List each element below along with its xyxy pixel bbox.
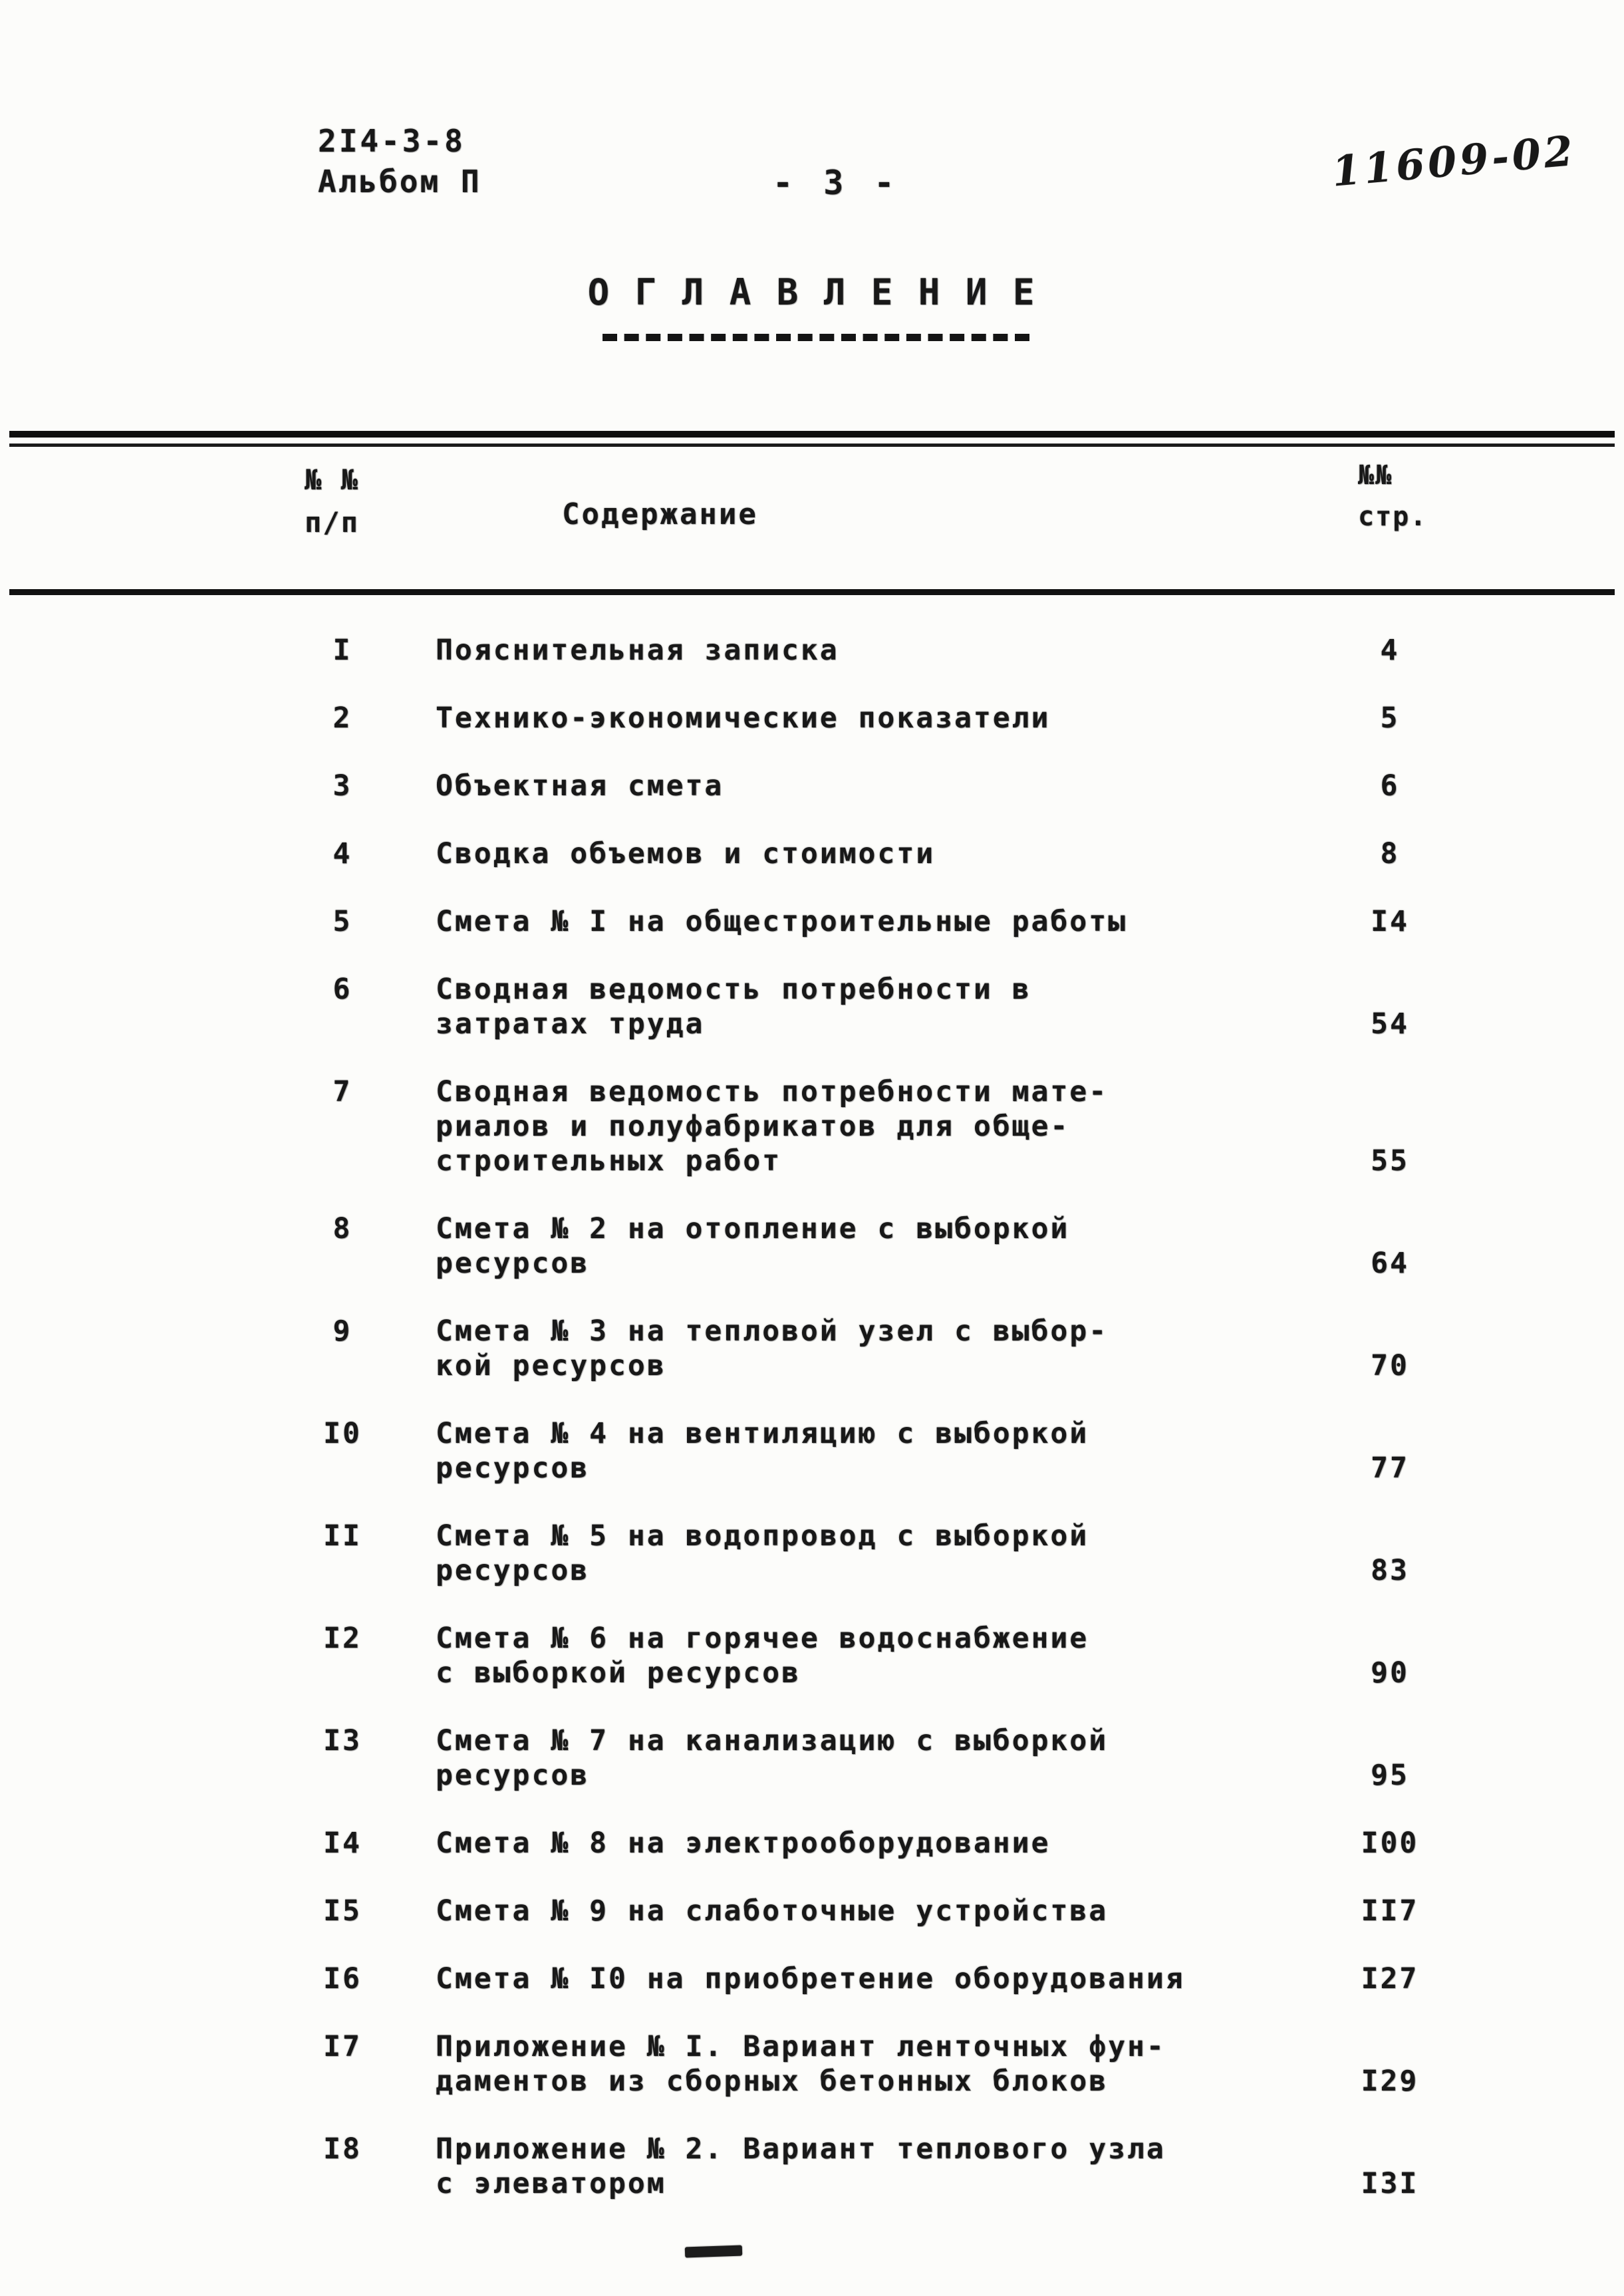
row-page: 83: [1371, 1554, 1409, 1587]
toc-row: [0, 1894, 1624, 1928]
toc-row: [0, 972, 1624, 1041]
row-title-line: Смета № 7 на канализацию с выборкой: [436, 1724, 1109, 1757]
toc-row: [0, 1621, 1624, 1690]
toc-row: [0, 769, 1624, 803]
row-title: [436, 633, 1313, 668]
row-number: I4: [323, 1827, 362, 1860]
row-title: [436, 1075, 1313, 1178]
row-number: 8: [333, 1212, 352, 1245]
row-title-line: Объектная смета: [436, 769, 724, 803]
row-number: I3: [323, 1724, 362, 1757]
column-header-num-line1: № №: [305, 463, 359, 496]
row-title: [436, 2132, 1313, 2201]
row-number: 3: [333, 769, 352, 803]
toc-row: [0, 2132, 1624, 2201]
row-number: 5: [333, 905, 352, 938]
row-title-line: Смета № 3 на тепловой узел с выбор-: [436, 1315, 1109, 1348]
column-header-num-line2: п/п: [305, 506, 359, 539]
row-number: I: [333, 634, 352, 667]
row-title: [436, 836, 1313, 871]
row-title-line: ресурсов: [436, 1554, 590, 1587]
row-title: [436, 1416, 1313, 1485]
toc-row: [0, 2029, 1624, 2099]
row-page: I27: [1361, 1962, 1419, 1995]
row-title-line: Пояснительная записка: [436, 634, 839, 667]
row-page: 77: [1371, 1452, 1409, 1485]
footer-dash-mark: [685, 2245, 743, 2258]
row-title-line: риалов и полуфабрикатов для обще-: [436, 1110, 1070, 1143]
row-title-line: Сводка объемов и стоимости: [436, 837, 936, 870]
row-page: I29: [1361, 2065, 1419, 2098]
row-title: [436, 1519, 1313, 1588]
row-page: 90: [1371, 1656, 1409, 1690]
row-title-line: Смета № 4 на вентиляцию с выборкой: [436, 1417, 1089, 1450]
title-underline: [603, 307, 1029, 341]
row-page: 4: [1380, 634, 1400, 667]
row-page: I4: [1371, 905, 1409, 938]
row-title-line: Приложение № I. Вариант ленточных фун-: [436, 2030, 1166, 2063]
row-title: [436, 1962, 1313, 1996]
album-label: Альбом П: [318, 164, 481, 199]
row-title-line: Приложение № 2. Вариант теплового узла: [436, 2132, 1166, 2166]
column-header-page: [1358, 455, 1427, 537]
row-title: [436, 1212, 1313, 1281]
row-number: 4: [333, 837, 352, 870]
row-title-line: Сводная ведомость потребности в: [436, 973, 1031, 1006]
row-page: 54: [1371, 1007, 1409, 1041]
row-page: 5: [1380, 702, 1400, 735]
row-title: [436, 1826, 1313, 1860]
row-title-line: Технико-экономические показатели: [436, 702, 1051, 735]
toc-row: [0, 1416, 1624, 1485]
row-title-line: Смета № 8 на электрооборудование: [436, 1827, 1051, 1860]
row-title-line: ресурсов: [436, 1452, 590, 1485]
row-title: [436, 769, 1313, 803]
row-number: I7: [323, 2030, 362, 2063]
row-number: 2: [333, 702, 352, 735]
row-title-line: Смета № I на общестроительные работы: [436, 905, 1127, 938]
toc-row: [0, 1723, 1624, 1793]
row-title: [436, 1723, 1313, 1793]
row-page: I00: [1361, 1827, 1419, 1860]
row-title-line: строительных работ: [436, 1144, 781, 1178]
row-number: 6: [333, 973, 352, 1006]
row-title-line: ресурсов: [436, 1759, 590, 1792]
row-number: I0: [323, 1417, 362, 1450]
row-number: I6: [323, 1962, 362, 1995]
toc-row: [0, 1212, 1624, 1281]
row-page: II7: [1361, 1894, 1419, 1928]
row-title-line: с выборкой ресурсов: [436, 1656, 801, 1690]
toc-row: [0, 836, 1624, 871]
row-title: [436, 972, 1313, 1041]
row-title: [436, 2029, 1313, 2099]
document-code: 2I4-3-8: [318, 123, 466, 159]
row-title: [436, 904, 1313, 939]
toc-rows: [0, 633, 1624, 2234]
toc-row: [0, 1826, 1624, 1860]
toc-row: [0, 701, 1624, 735]
page-number-marker: - 3 -: [773, 164, 900, 202]
row-number: 7: [333, 1075, 352, 1108]
row-page: 6: [1380, 769, 1400, 803]
row-page: 8: [1380, 837, 1400, 870]
row-title-line: Смета № I0 на приобретение оборудования: [436, 1962, 1185, 1995]
column-header-num: [305, 459, 359, 544]
row-number: I2: [323, 1622, 362, 1655]
row-title: [436, 1894, 1313, 1928]
row-title-line: Смета № 2 на отопление с выборкой: [436, 1212, 1070, 1245]
row-title-line: Смета № 9 на слаботочные устройства: [436, 1894, 1109, 1928]
row-title-line: с элеватором: [436, 2167, 666, 2200]
toc-row: [0, 1962, 1624, 1996]
row-number: I5: [323, 1894, 362, 1928]
column-header-page-line2: стр.: [1358, 501, 1428, 532]
row-page: 55: [1371, 1144, 1409, 1178]
table-header-rule: [9, 589, 1615, 595]
toc-row: [0, 1314, 1624, 1383]
row-title-line: Смета № 5 на водопровод с выборкой: [436, 1519, 1089, 1553]
toc-row: [0, 633, 1624, 668]
row-number: I8: [323, 2132, 362, 2166]
handwritten-number: 11609-02: [1330, 126, 1578, 196]
toc-row: [0, 1519, 1624, 1588]
row-number: 9: [333, 1315, 352, 1348]
row-page: 95: [1371, 1759, 1409, 1792]
row-title-line: ресурсов: [436, 1247, 590, 1280]
row-title-line: затратах труда: [436, 1007, 705, 1041]
row-title-line: Смета № 6 на горячее водоснабжение: [436, 1622, 1089, 1655]
row-title: [436, 1621, 1313, 1690]
column-header-content: Содержание: [562, 497, 758, 531]
row-page: 64: [1371, 1247, 1409, 1280]
page-title: О Г Л А В Л Е Н И Е: [587, 271, 1037, 313]
row-title-line: кой ресурсов: [436, 1349, 666, 1382]
row-page: 70: [1371, 1349, 1409, 1382]
row-title: [436, 701, 1313, 735]
table-top-rule: [9, 431, 1615, 447]
row-title: [436, 1314, 1313, 1383]
toc-row: [0, 1075, 1624, 1178]
row-title-line: Сводная ведомость потребности мате-: [436, 1075, 1109, 1108]
column-header-page-line1: №№: [1358, 460, 1393, 491]
row-number: II: [323, 1519, 362, 1553]
row-page: I3I: [1361, 2167, 1419, 2200]
row-title-line: даментов из сборных бетонных блоков: [436, 2065, 1109, 2098]
toc-row: [0, 904, 1624, 939]
